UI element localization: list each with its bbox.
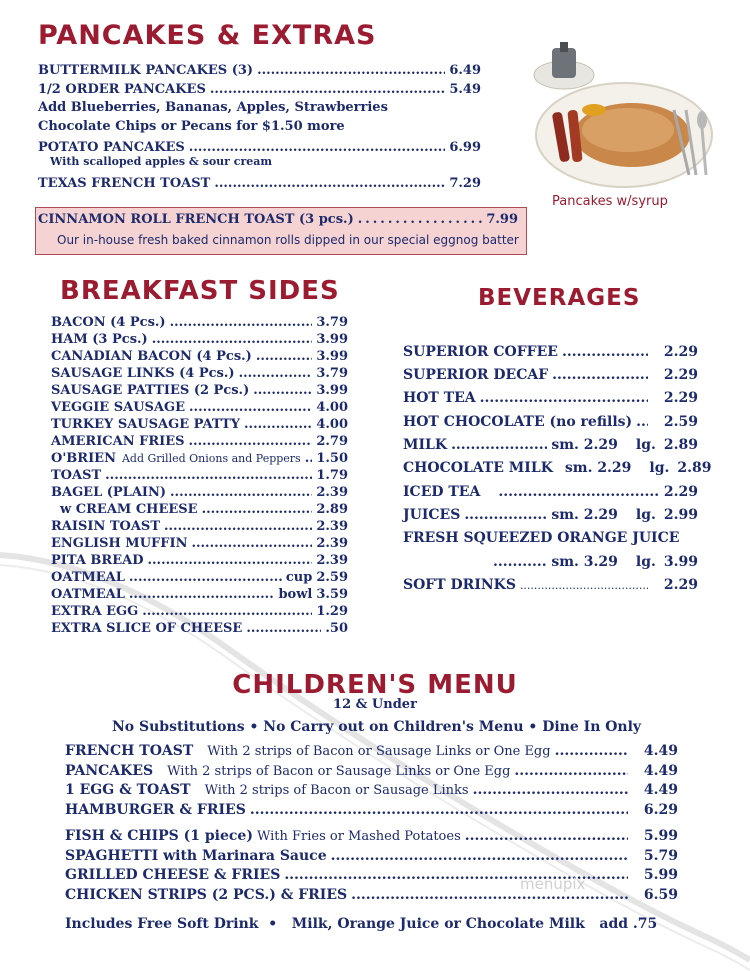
menu-item [51, 400, 348, 415]
menu-item [65, 763, 678, 779]
menu-item [51, 451, 348, 466]
item-price: 2.29 [663, 577, 698, 593]
menu-item [51, 502, 348, 517]
item-price: 2.89 [677, 460, 712, 476]
leader-dots [214, 176, 445, 191]
special-description: Our in-house fresh baked cinnamon rolls dipped in our special eggnog batter [57, 233, 519, 247]
menu-item [38, 176, 481, 191]
leader-dots [189, 140, 446, 155]
item-price: 6.49 [449, 63, 481, 78]
leader-dots [514, 763, 627, 779]
item-price: 2.89 [316, 502, 348, 517]
item-price: 6.29 [643, 802, 678, 818]
leader-dots [250, 802, 628, 818]
item-price: 5.49 [449, 82, 481, 97]
leader-dots [520, 579, 648, 592]
leader-dots [552, 367, 648, 383]
leader-dots [164, 519, 312, 534]
age-limit: 12 & Under [333, 697, 417, 712]
item-name: SOFT DRINKS [403, 577, 516, 593]
menu-item [51, 587, 348, 602]
leader-dots [464, 507, 547, 523]
item-description: With 2 strips of Bacon or Sausage Links [204, 783, 469, 798]
menu-item [51, 536, 348, 551]
watermark-text: menupix [520, 875, 586, 893]
item-name: SUPERIOR DECAF [403, 367, 549, 383]
menu-item [65, 782, 678, 798]
leader-dots [148, 553, 313, 568]
item-name: FISH & CHIPS (1 piece) [65, 828, 253, 844]
item-description: With 2 strips of Bacon or Sausage Links or One Egg [167, 764, 511, 779]
menu-item [51, 349, 348, 364]
large-label: lg. [649, 460, 670, 476]
item-price: 2.89 [663, 437, 698, 453]
item-price: 2.99 [663, 507, 698, 523]
menu-item [65, 848, 678, 864]
leader-dots [358, 212, 483, 227]
item-name: TEXAS FRENCH TOAST [38, 176, 211, 191]
item-price: 3.99 [663, 554, 698, 570]
item-price: 4.49 [643, 782, 678, 798]
leader-dots [493, 554, 547, 570]
item-price: 4.49 [643, 763, 678, 779]
menu-item [51, 417, 348, 432]
item-description: With Fries or Mashed Potatoes [256, 829, 461, 844]
menu-item [51, 434, 348, 449]
item-name: EXTRA SLICE OF CHEESE [51, 621, 243, 636]
leader-dots [105, 468, 312, 483]
small-price: sm. 2.29 [551, 507, 618, 523]
item-description: Add Grilled Onions and Peppers [121, 452, 301, 465]
large-label: lg. [635, 507, 656, 523]
leader-dots [152, 332, 313, 347]
item-name: JUICES [403, 507, 461, 523]
item-name: VEGGIE SAUSAGE [51, 400, 186, 415]
leader-dots [191, 536, 312, 551]
item-price: 6.59 [643, 887, 678, 903]
leader-dots [129, 587, 275, 602]
item-name: POTATO PANCAKES [38, 140, 185, 155]
item-name: CANADIAN BACON (4 Pcs.) [51, 349, 252, 364]
item-name: EXTRA EGG [51, 604, 139, 619]
menu-item [65, 743, 678, 759]
item-name: HOT TEA [403, 390, 476, 406]
item-name: FRENCH TOAST [65, 743, 194, 759]
menu-item [403, 460, 712, 476]
leader-dots [351, 887, 628, 903]
leader-dots [129, 570, 282, 585]
menu-item [51, 383, 348, 398]
menu-item [403, 344, 698, 360]
menu-item [65, 887, 678, 903]
leader-dots [170, 315, 313, 330]
menu-item [403, 437, 698, 453]
menu-item [51, 604, 348, 619]
small-price: sm. 3.29 [551, 554, 618, 570]
item-price: 4.49 [643, 743, 678, 759]
item-price: 2.29 [663, 390, 698, 406]
item-name: CHOCOLATE MILK [403, 460, 553, 476]
pancake-plate-photo [524, 40, 724, 192]
menu-item [51, 332, 348, 347]
menu-item [38, 140, 481, 155]
leader-dots [451, 437, 547, 453]
item-name: PITA BREAD [51, 553, 144, 568]
item-price: 5.99 [643, 867, 678, 883]
small-price: sm. 2.29 [564, 460, 632, 476]
menu-rules: No Substitutions • No Carry out on Children's Menu • Dine In Only [112, 719, 642, 735]
breakfast-sides-heading: BREAKFAST SIDES [60, 276, 340, 306]
menu-item [403, 414, 698, 430]
menu-item [403, 390, 698, 406]
item-name: TOAST [51, 468, 102, 483]
menu-item [51, 366, 348, 381]
item-name: FRESH SQUEEZED ORANGE JUICE [403, 530, 680, 546]
item-price: 2.59 [663, 414, 698, 430]
item-price: 2.79 [316, 434, 348, 449]
item-name: BACON (4 Pcs.) [51, 315, 166, 330]
item-name: SUPERIOR COFFEE [403, 344, 558, 360]
photo-caption: Pancakes w/syrup [552, 194, 668, 209]
item-name: HAM (3 Pcs.) [51, 332, 148, 347]
menu-item [403, 367, 698, 383]
leader-dots [331, 848, 628, 864]
leader-dots [246, 621, 321, 636]
item-name: CINNAMON ROLL FRENCH TOAST (3 pcs.) [38, 212, 354, 227]
item-price: 5.79 [643, 848, 678, 864]
item-name: AMERICAN FRIES [51, 434, 185, 449]
large-label: lg. [635, 437, 656, 453]
item-price: 3.79 [316, 366, 348, 381]
item-name: TURKEY SAUSAGE PATTY [51, 417, 241, 432]
item-name: OATMEAL [51, 587, 125, 602]
item-name: 1 EGG & TOAST [65, 782, 191, 798]
item-price: 7.99 [486, 212, 518, 227]
item-price: 6.99 [449, 140, 481, 155]
leader-dots [189, 400, 312, 415]
leader-dots [244, 417, 312, 432]
addon-line: Add Blueberries, Bananas, Apples, Strawberries [38, 100, 388, 115]
item-price: 5.99 [643, 828, 678, 844]
item-price: 2.29 [663, 344, 698, 360]
pancakes-heading: PANCAKES & EXTRAS [38, 20, 377, 51]
menu-item [51, 485, 348, 500]
childrens-footer-note: Includes Free Soft Drink • Milk, Orange Juice or Chocolate Milk add .75 [65, 916, 658, 932]
item-size: bowl [278, 587, 313, 602]
item-name: OATMEAL [51, 570, 125, 585]
item-name: 1/2 ORDER PANCAKES [38, 82, 206, 97]
leader-dots [562, 344, 648, 360]
leader-dots [253, 383, 312, 398]
item-price: .50 [325, 621, 348, 636]
item-name: O'BRIEN [51, 451, 116, 466]
item-price: 1.50 [316, 451, 348, 466]
item-name: HOT CHOCOLATE (no refills) [403, 414, 633, 430]
item-price: 3.59 [316, 587, 348, 602]
leader-dots [256, 349, 313, 364]
leader-dots [202, 502, 313, 517]
menu-item [403, 577, 698, 593]
menu-item [38, 82, 481, 97]
item-price: 2.29 [663, 484, 698, 500]
item-name: w CREAM CHEESE [51, 502, 198, 517]
menu-item [403, 507, 698, 523]
menu-item [65, 802, 678, 818]
item-price: 2.59 [316, 570, 348, 585]
menu-item [51, 553, 348, 568]
menu-item [403, 484, 698, 500]
leader-dots [555, 743, 628, 759]
item-name: SAUSAGE PATTIES (2 Pcs.) [51, 383, 250, 398]
leader-dots [636, 414, 648, 430]
item-description: With 2 strips of Bacon or Sausage Links or One Egg [207, 744, 551, 759]
menu-item [51, 621, 348, 636]
menu-item [51, 519, 348, 534]
item-price: 1.79 [316, 468, 348, 483]
leader-dots [239, 366, 313, 381]
item-name: ICED TEA [403, 484, 481, 500]
beverages-heading: BEVERAGES [478, 285, 641, 311]
item-price: 7.29 [449, 176, 481, 191]
item-price: 2.39 [316, 553, 348, 568]
leader-dots [142, 604, 312, 619]
item-price: 2.39 [316, 485, 348, 500]
item-name: GRILLED CHEESE & FRIES [65, 867, 281, 883]
item-price: 3.99 [316, 349, 348, 364]
special-item [38, 212, 518, 227]
item-name: BUTTERMILK PANCAKES (3) [38, 63, 254, 78]
item-name: HAMBURGER & FRIES [65, 802, 246, 818]
childrens-menu-heading: CHILDREN'S MENU [232, 670, 518, 700]
item-price: 3.79 [316, 315, 348, 330]
menu-item [493, 554, 698, 570]
leader-dots [257, 63, 445, 78]
leader-dots [305, 451, 313, 466]
item-price: 2.29 [663, 367, 698, 383]
item-price: 3.99 [316, 332, 348, 347]
item-name: MILK [403, 437, 448, 453]
menu-item [51, 468, 348, 483]
item-name: PANCAKES [65, 763, 154, 779]
item-price: 4.00 [316, 400, 348, 415]
leader-dots [189, 434, 313, 449]
item-name: CHICKEN STRIPS (2 PCS.) & FRIES [65, 887, 348, 903]
item-price: 4.00 [316, 417, 348, 432]
menu-item [38, 63, 481, 78]
leader-dots [170, 485, 312, 500]
item-name: BAGEL (PLAIN) [51, 485, 167, 500]
addon-line: Chocolate Chips or Pecans for $1.50 more [38, 119, 345, 134]
menu-item [51, 570, 348, 585]
menu-item [51, 315, 348, 330]
leader-dots [210, 82, 445, 97]
item-name: SAUSAGE LINKS (4 Pcs.) [51, 366, 235, 381]
item-price: 2.39 [316, 519, 348, 534]
menu-item [65, 867, 678, 883]
large-label: lg. [635, 554, 656, 570]
leader-dots [473, 782, 628, 798]
leader-dots [480, 390, 648, 406]
small-price: sm. 2.29 [551, 437, 618, 453]
item-size: cup [285, 570, 313, 585]
item-note: With scalloped apples & sour cream [50, 155, 273, 168]
item-price: 2.39 [316, 536, 348, 551]
menu-item [65, 828, 678, 844]
item-name: SPAGHETTI with Marinara Sauce [65, 848, 327, 864]
item-price: 1.29 [316, 604, 348, 619]
item-price: 3.99 [316, 383, 348, 398]
leader-dots [465, 828, 628, 844]
item-name: RAISIN TOAST [51, 519, 160, 534]
leader-dots [498, 484, 660, 500]
item-name: ENGLISH MUFFIN [51, 536, 188, 551]
